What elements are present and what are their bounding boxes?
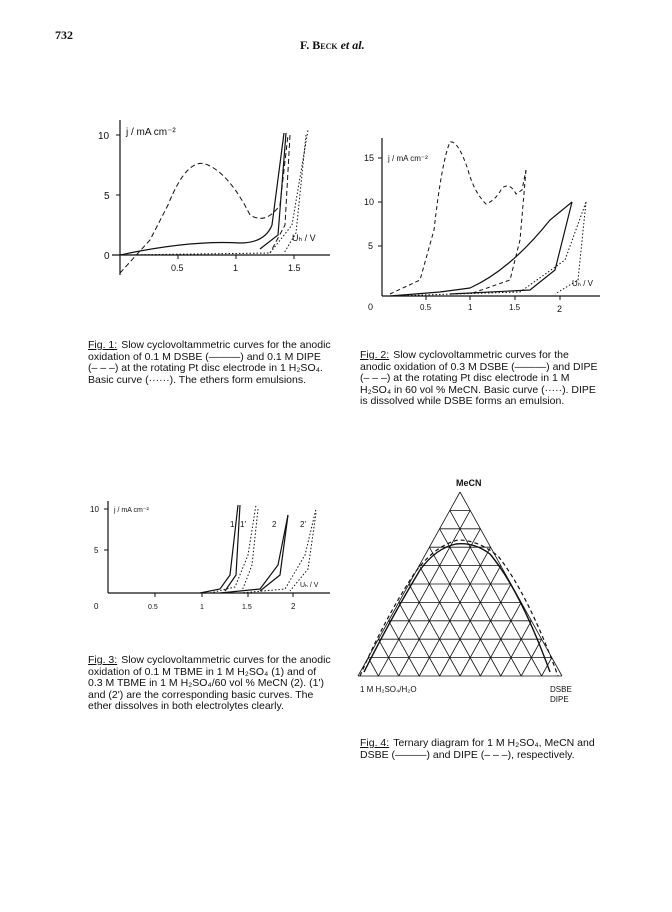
fig1-caption-label: Fig. 1: (88, 339, 118, 351)
ternary-grid-line (542, 658, 552, 676)
fig4-vertex-right-2: DIPE (550, 695, 569, 704)
fig1-curve-basic (120, 130, 308, 255)
fig1-curve-dsbe (120, 133, 284, 255)
ternary-grid-line (419, 547, 490, 676)
fig4-caption-text: Ternary diagram for 1 M H₂SO₄, MeCN and DSBE (———) and DIPE (– – –), respectively. (360, 737, 595, 761)
figure-1-chart (80, 115, 340, 290)
fig2-caption-label: Fig. 2: (360, 349, 390, 361)
fig3-label-1: 1 (230, 520, 235, 529)
ternary-grid-line (429, 547, 500, 676)
fig2-ytick-5: 5 (368, 241, 374, 251)
fig3-ylabel: j / mA cm⁻² (114, 507, 149, 514)
fig2-xtick-1: 1 (468, 303, 473, 312)
figure-4-caption (360, 738, 602, 761)
fig4-vertex-right-1: DSBE (550, 685, 572, 694)
figure-1-caption (88, 340, 332, 386)
fig3-xtick-1.5: 1.5 (242, 604, 252, 611)
running-header (300, 38, 365, 53)
fig3-ytick-5: 5 (94, 546, 99, 555)
running-header-etal: et al. (337, 38, 365, 52)
fig3-label-2: 2 (272, 520, 277, 529)
page-number: 732 (55, 28, 73, 42)
fig2-xtick-0.5: 0.5 (420, 303, 432, 312)
ternary-grid-line (450, 510, 542, 676)
fig2-xlabel: Uₕ / V (572, 279, 594, 288)
figure-2-caption (360, 350, 602, 408)
fig3-caption-text: Slow cyclovoltammetric curves for the anodic oxidation of 0.1 M TBME in 1 M H₂SO₄ (1) and of 0.3 M TBME in 1 M H₂SO₄/60 vol % MeCN (2). (1') and (2') are the corresponding basic curves. The ether dissolves in both electrolytes clearly. (88, 654, 331, 713)
fig1-xtick-0.5: 0.5 (171, 263, 184, 273)
ternary-grid-line (409, 584, 460, 676)
fig2-ylabel: j / mA cm⁻² (388, 154, 428, 163)
figure-3-caption (88, 655, 332, 713)
figure-2-chart (350, 130, 610, 320)
fig1-curve-dipe-return (270, 135, 290, 253)
fig1-caption-text: Slow cyclovoltammetric curves for the anodic oxidation of 0.1 M DSBE (———) and 0.1 M DIPE (– – –) at the rotating Pt disc electrode in 1 H₂SO₄. Basic curve (······). The ethers form emulsions. (88, 339, 331, 386)
fig1-xtick-1: 1 (233, 263, 239, 273)
fig1-ytick-5: 5 (104, 191, 110, 202)
figure-4-ternary (350, 470, 610, 720)
fig2-caption-text: Slow cyclovoltammetric curves for the anodic oxidation of 0.3 M DSBE (———) and DIPE (– – –) at the rotating Pt disc electrode in 1 M H₂SO₄ in 60 vol % MeCN. Basic curve (·····). DIPE is dissolved while DSBE forms an emulsion. (360, 349, 598, 408)
fig4-vertex-left: 1 M H₂SO₄/H₂O (360, 685, 417, 694)
fig1-xtick-1.5: 1.5 (288, 263, 301, 273)
ternary-grid-line (501, 621, 532, 676)
fig3-xtick-0: 0 (94, 602, 99, 611)
fig1-ytick-0: 0 (104, 251, 110, 262)
fig2-curve-dsbe-return (450, 202, 572, 294)
figure-3-chart (80, 495, 340, 620)
fig3-label-2p: 2' (300, 520, 306, 529)
fig3-label-1p: 1' (240, 520, 246, 529)
fig4-grid (358, 492, 562, 676)
fig2-xtick-2: 2 (557, 304, 563, 314)
fig2-curve-dsbe (390, 202, 572, 296)
fig4-caption-label: Fig. 4: (360, 737, 390, 749)
fig2-ytick-10: 10 (364, 197, 375, 207)
fig2-ytick-15: 15 (364, 153, 375, 163)
fig3-ytick-10: 10 (90, 505, 99, 514)
fig1-curve-dipe (120, 135, 288, 273)
fig2-xtick-0: 0 (368, 302, 374, 312)
fig2-xtick-1.5: 1.5 (509, 303, 521, 312)
fig4-vertex-top: MeCN (456, 478, 482, 488)
fig2-curve-dipe-return (470, 170, 526, 294)
fig3-xlabel: Uₕ / V (300, 582, 319, 589)
fig2-curve-basic (390, 202, 586, 296)
fig3-caption-label: Fig. 3: (88, 654, 118, 666)
fig3-xtick-1: 1 (200, 604, 204, 611)
running-header-authors: F. Beck (300, 38, 338, 52)
fig1-xlabel: Uₕ / V (292, 233, 316, 243)
fig1-ytick-10: 10 (98, 131, 110, 142)
fig3-xtick-0.5: 0.5 (148, 604, 158, 611)
ternary-grid-line (460, 584, 511, 676)
fig3-xtick-2: 2 (291, 602, 296, 611)
fig2-curve-dipe (390, 142, 526, 294)
ternary-grid-line (378, 510, 470, 676)
ternary-grid-line (389, 621, 420, 676)
fig1-ylabel: j / mA cm⁻² (126, 127, 176, 138)
